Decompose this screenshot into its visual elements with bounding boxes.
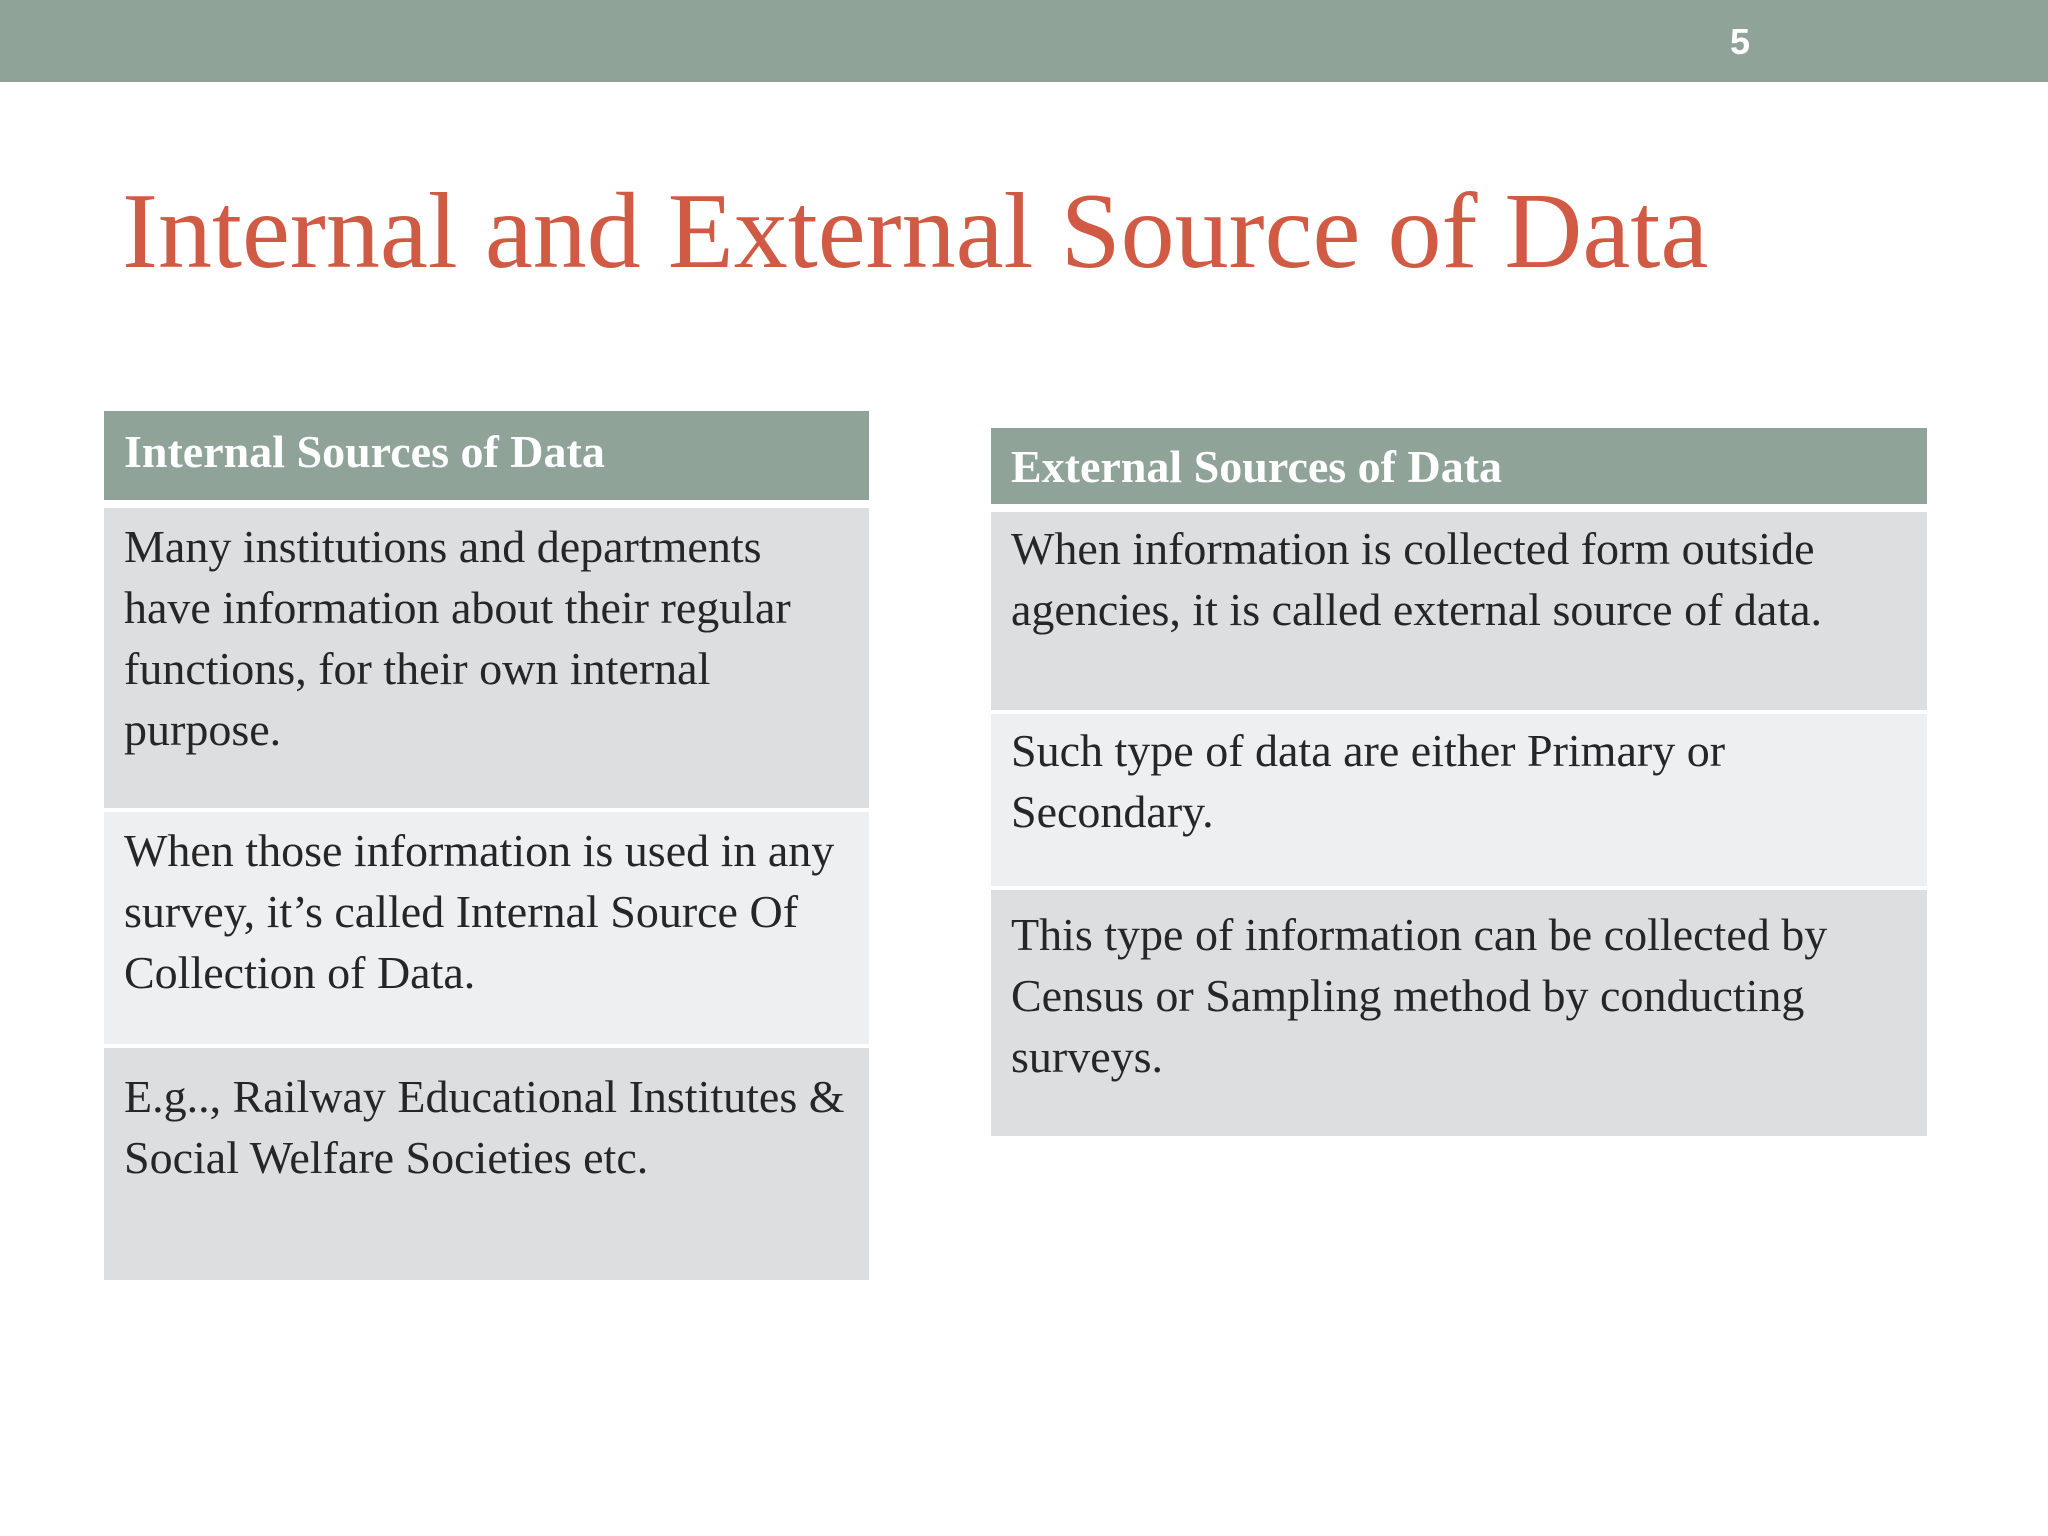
external-sources-panel	[991, 428, 1927, 1140]
slide-number: 5	[1729, 21, 1751, 62]
internal-sources-row: Many institutions and departments have information about their regular functions, for their own internal purpose.	[104, 508, 869, 808]
internal-sources-row: E.g.., Railway Educational Institutes & Social Welfare Societies etc.	[104, 1048, 869, 1280]
internal-sources-panel	[104, 411, 869, 1284]
external-sources-row: This type of information can be collected by Census or Sampling method by conducting surveys.	[991, 890, 1927, 1136]
external-sources-row: Such type of data are either Primary or Secondary.	[991, 714, 1927, 886]
internal-sources-header: Internal Sources of Data	[104, 411, 869, 500]
external-sources-row: When information is collected form outside agencies, it is called external source of data.	[991, 512, 1927, 710]
external-sources-header: External Sources of Data	[991, 428, 1927, 504]
slide-title: Internal and External Source of Data	[122, 172, 1709, 291]
internal-sources-row: When those information is used in any survey, it’s called Internal Source Of Collection of Data.	[104, 812, 869, 1044]
